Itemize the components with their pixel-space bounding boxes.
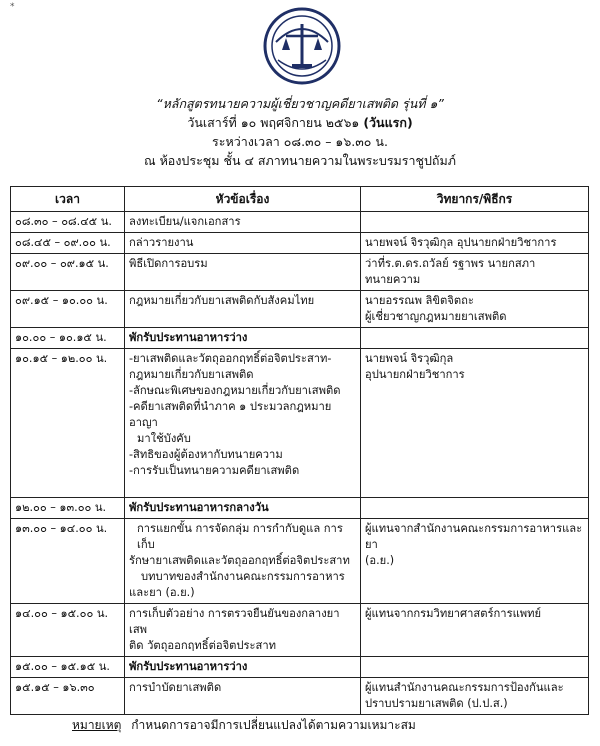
topic-line: และยา (อ.ย.) (129, 586, 195, 599)
row-time: ๑๕.๑๕ – ๑๖.๓๐ (11, 678, 125, 715)
row-topic (125, 212, 361, 233)
row-break (125, 498, 361, 519)
topic-line: รักษายาเสพติดและวัตถุออกฤทธิ์ต่อจิตประสาท (129, 554, 350, 567)
topic-line: การเก็บตัวอย่าง การตรวจยืนยันของกลางยาเสพ (129, 607, 340, 636)
table-row (11, 657, 589, 678)
speaker-line: อุปนายกฝ่ายวิชาการ (365, 368, 465, 381)
speaker-line: นายอรรณพ ลิขิตจิตถะ (365, 294, 474, 307)
table-row (11, 212, 589, 233)
row-time: ๑๓.๐๐ – ๑๔.๐๐ น. (11, 519, 125, 604)
header-speaker: วิทยากร/พิธีกร (361, 187, 589, 212)
row-speaker (361, 349, 589, 498)
row-time: ๑๔.๐๐ – ๑๕.๐๐ น. (11, 604, 125, 657)
row-speaker (361, 254, 589, 291)
speaker-line: (อ.ย.) (365, 554, 395, 567)
row-time: ๑๐.๐๐ – ๑๐.๑๕ น. (11, 328, 125, 349)
table-header-row (11, 187, 589, 212)
course-time: ระหว่างเวลา ๐๘.๓๐ – ๑๖.๓๐ น. (212, 134, 388, 149)
date-first-day: (วันแรก) (363, 115, 413, 130)
topic-line: พักรับประทานอาหารว่าง (129, 331, 248, 344)
topic-line: ลงทะเบียน/แจกเอกสาร (129, 215, 241, 228)
row-break (125, 657, 361, 678)
table-row (11, 254, 589, 291)
topic-line: พักรับประทานอาหารว่าง (129, 660, 248, 673)
footnote-text: กำหนดการอาจมีการเปลี่ยนแปลงได้ตามความเหมาะสม (131, 718, 416, 732)
header-time: เวลา (11, 187, 125, 212)
topic-line: บทบาทของสำนักงานคณะกรรมการอาหาร (141, 570, 345, 583)
row-topic (125, 678, 361, 715)
row-topic (125, 254, 361, 291)
course-venue: ณ ห้องประชุม ชั้น ๔ สภาทนายความในพระบรมราชูปถัมภ์ (144, 153, 456, 168)
topic-line: -ยาเสพติดและวัตถุออกฤทธิ์ต่อจิตประสาท- (129, 352, 332, 365)
row-topic (125, 604, 361, 657)
table-row (11, 678, 589, 715)
row-speaker (361, 328, 589, 349)
table-row (11, 604, 589, 657)
row-speaker (361, 291, 589, 328)
speaker-line: ปราบปรามยาเสพติด (ป.ป.ส.) (365, 697, 508, 710)
row-time: ๐๘.๔๕ – ๐๙.๐๐ น. (11, 233, 125, 254)
table-row (11, 349, 589, 498)
row-speaker (361, 498, 589, 519)
row-time: ๑๕.๐๐ – ๑๕.๑๕ น. (11, 657, 125, 678)
row-speaker (361, 657, 589, 678)
row-topic (125, 233, 361, 254)
lawyers-association-seal-icon (262, 6, 342, 86)
row-speaker (361, 519, 589, 604)
header (0, 94, 600, 170)
course-date (0, 113, 600, 132)
speaker-line: นายพจน์ จิรวุฒิกุล อุปนายกฝ่ายวิชาการ (365, 236, 557, 249)
speaker-line: ผู้เชี่ยวชาญกฎหมายยาเสพติด (365, 310, 507, 323)
table-row (11, 328, 589, 349)
row-speaker (361, 604, 589, 657)
speaker-line: ผู้แทนจากสำนักงานคณะกรรมการอาหารและยา (365, 522, 583, 551)
date-text: วันเสาร์ที่ ๑๐ พฤศจิกายน ๒๕๖๑ (187, 115, 360, 130)
table-row (11, 291, 589, 328)
table-row (11, 498, 589, 519)
topic-line: การแยกขั้น การจัดกลุ่ม การกำกับดูแล การเก็บ (137, 522, 343, 551)
row-topic (125, 519, 361, 604)
topic-line: พักรับประทานอาหารกลางวัน (129, 501, 269, 514)
speaker-line: นายพจน์ จิรวุฒิกุล (365, 352, 454, 365)
topic-line: -ลักษณะพิเศษของกฎหมายเกี่ยวกับยาเสพติด (129, 384, 341, 397)
topic-line: -การรับเป็นทนายความคดียาเสพติด (129, 464, 300, 477)
course-title: “หลักสูตรทนายความผู้เชี่ยวชาญคดียาเสพติด รุ่นที่ ๑” (156, 96, 444, 111)
topic-line: กล่าวรายงาน (129, 236, 194, 249)
speaker-line: ว่าที่ร.ต.ดร.ถวัลย์ รฐาพร นายกสภาทนายความ (365, 257, 536, 286)
topic-line: ติด วัตถุออกฤทธิ์ต่อจิตประสาท (129, 639, 277, 652)
table-row (11, 519, 589, 604)
footnote (72, 716, 416, 735)
footnote-label: หมายเหตุ (72, 718, 122, 732)
topic-line: กฎหมายเกี่ยวกับยาเสพติด (129, 368, 254, 381)
row-speaker (361, 212, 589, 233)
row-speaker (361, 678, 589, 715)
table-row (11, 233, 589, 254)
header-topic: หัวข้อเรื่อง (125, 187, 361, 212)
topic-line: มาใช้บังคับ (137, 432, 191, 445)
corner-mark: * (10, 2, 15, 12)
speaker-line: ผู้แทนจากกรมวิทยาศาสตร์การแพทย์ (365, 607, 542, 620)
schedule-table (10, 186, 589, 715)
topic-line: -สิทธิของผู้ต้องหากับทนายความ (129, 448, 283, 461)
row-time: ๑๒.๐๐ – ๑๓.๐๐ น. (11, 498, 125, 519)
row-time: ๑๐.๑๕ – ๑๒.๐๐ น. (11, 349, 125, 498)
row-time: ๐๘.๓๐ – ๐๘.๔๕ น. (11, 212, 125, 233)
row-speaker (361, 233, 589, 254)
row-time: ๐๙.๐๐ – ๐๙.๑๕ น. (11, 254, 125, 291)
schedule-body (11, 212, 589, 715)
topic-line: -คดียาเสพติดที่นำภาค ๑ ประมวลกฎหมายอาญา (129, 400, 332, 429)
topic-line: การบำบัดยาเสพติด (129, 681, 222, 694)
topic-line: กฎหมายเกี่ยวกับยาเสพติดกับสังคมไทย (129, 294, 315, 307)
row-time: ๐๙.๑๕ – ๑๐.๐๐ น. (11, 291, 125, 328)
row-topic (125, 349, 361, 498)
row-topic (125, 291, 361, 328)
row-break (125, 328, 361, 349)
topic-line: พิธีเปิดการอบรม (129, 257, 208, 270)
speaker-line: ผู้แทนสำนักงานคณะกรรมการป้องกันและ (365, 681, 564, 694)
